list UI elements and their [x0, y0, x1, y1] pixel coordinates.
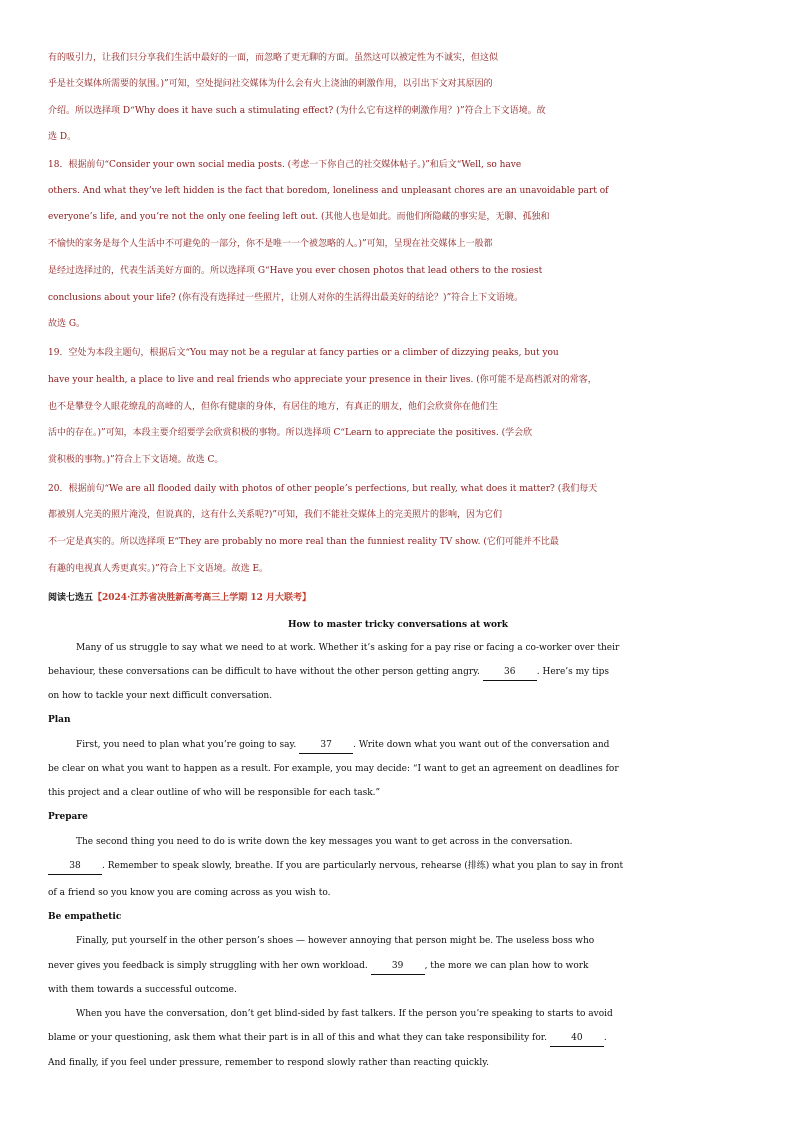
answer-line: 也不是攀登令人眼花缭乱的高峰的人，但你有健康的身体，有居住的地方，有真正的朋友，他们会欣赏你在他们生 [48, 402, 499, 412]
passage-text: . [603, 1033, 607, 1043]
blank-36[interactable]: 36 [483, 664, 537, 681]
answer-line: conclusions about your life? (你有没有选择过一些照片，让别人对你的生活得出最美好的结论？)”符合上下文语境。 [48, 293, 524, 303]
passage-text: . Write down what you want out of the conversation and [353, 740, 610, 750]
answer-line: 不一定是真实的。所以选择项 E“They are probably no more real than the funniest reality TV show. (它们可能并不比最 [48, 537, 559, 547]
answer-line: have your health, a place to live and real friends who appreciate your presence in their lives. (你可能不是高档派对的常客， [48, 375, 597, 385]
passage-text: , the more we can plan how to work [424, 961, 589, 971]
passage-line: Many of us struggle to say what we need to at work. Whether it’s asking for a pay rise or facing a co-worker over their [76, 643, 620, 653]
passage-line: of a friend so you know you are coming across as you wish to. [48, 888, 331, 898]
answer-line: 介绍。所以选择项 D“Why does it have such a stimulating effect? (为什么它有这样的刺激作用？)”符合上下文语境。故 [48, 106, 546, 116]
answer-line: 有趣的电视真人秀更真实。)”符合上下文语境。故选 E。 [48, 564, 269, 574]
heading-prepare: Prepare [48, 812, 88, 822]
answer-line: 故选 G。 [48, 319, 86, 329]
blank-40[interactable]: 40 [550, 1030, 604, 1047]
passage-line: Finally, put yourself in the other person’s shoes — however annoying that person might be. The useless boss who [76, 936, 595, 946]
passage-line [48, 1030, 748, 1047]
passage-line: be clear on what you want to happen as a result. For example, you may decide: “I want to get an agreement on deadlines for [48, 764, 619, 774]
passage-text: . Remember to speak slowly, breathe. If you are particularly nervous, rehearse (排练) what you plan to say in front [102, 861, 624, 871]
heading-be-empathetic: Be empathetic [48, 912, 122, 922]
passage-line: When you have the conversation, don’t get blind-sided by fast talkers. If the person you’re speaking to starts to avoid [76, 1009, 613, 1019]
section-source: 【2024·江苏省决胜新高考高三上学期 12 月大联考】 [93, 593, 311, 603]
answer-line: 活中的存在。)”可知，本段主要介绍要学会欣赏积极的事物。所以选择项 C“Learn to appreciate the positives. (学会欣 [48, 428, 533, 438]
passage-line: this project and a clear outline of who will be responsible for each task.” [48, 788, 381, 798]
section-header [48, 590, 748, 606]
answer-line: 18．根据前句“Consider your own social media posts. (考虑一下你自己的社交媒体帖子。)”和后文“Well, so have [48, 160, 522, 170]
answer-line: 是经过选择过的，代表生活美好方面的。所以选择项 G“Have you ever chosen photos that lead others to the rosiest [48, 266, 543, 276]
passage-text: blame or your questioning, ask them what their part is in all of this and what they can take responsibility for. [48, 1033, 547, 1043]
answer-line: 赏积极的事物。)”符合上下文语境。故选 C。 [48, 455, 224, 465]
passage-text: never gives you feedback is simply struggling with her own workload. [48, 961, 368, 971]
answer-line: everyone’s life, and you’re not the only one feeling left out. (其他人也是如此。而他们所隐藏的事实是，无聊、孤独和 [48, 212, 550, 222]
passage-line [48, 958, 748, 975]
heading-plan: Plan [48, 715, 71, 725]
answer-line: 19．空处为本段主题句，根据后文“You may not be a regular at fancy parties or a climber of dizzying peaks, but you [48, 348, 559, 358]
answer-line: 有的吸引力，让我们只分享我们生活中最好的一面，而忽略了更无聊的方面。虽然这可以被定性为不诚实，但这似 [48, 53, 499, 63]
passage-line: with them towards a successful outcome. [48, 985, 237, 995]
passage-text: behaviour, these conversations can be difficult to have without the other person getting angry. [48, 667, 480, 677]
answer-line: others. And what they’ve left hidden is the fact that boredom, loneliness and unpleasant chores are an unavoidable part of [48, 186, 609, 196]
answer-line: 20．根据前句“We are all flooded daily with photos of other people’s perfections, but really, what does it matter? (我们每天 [48, 484, 598, 494]
passage-line [48, 858, 748, 875]
passage-line [76, 737, 776, 754]
blank-38[interactable]: 38 [48, 858, 102, 875]
answer-line: 不愉快的家务是每个人生活中不可避免的一部分，你不是唯一一个被忽略的人。)”可知，呈现在社交媒体上一般都 [48, 239, 493, 249]
answer-line: 都被别人完美的照片淹没，但说真的，这有什么关系呢?)”可知，我们不能社交媒体上的完美照片的影响，因为它们 [48, 510, 502, 520]
passage-line: on how to tackle your next difficult conversation. [48, 691, 273, 701]
blank-39[interactable]: 39 [371, 958, 425, 975]
blank-37[interactable]: 37 [299, 737, 353, 754]
answer-line: 乎是社交媒体所需要的氛围。)”可知，空处提问社交媒体为什么会有火上浇油的刺激作用，以引出下文对其原因的 [48, 79, 493, 89]
answer-line: 选 D。 [48, 132, 77, 142]
passage-title: How to master tricky conversations at work [287, 620, 509, 630]
passage-line: The second thing you need to do is write down the key messages you want to get across in the conversation. [76, 837, 573, 847]
passage-line: And finally, if you feel under pressure, remember to respond slowly rather than reacting quickly. [48, 1058, 489, 1068]
passage-text: First, you need to plan what you’re going to say. [76, 740, 297, 750]
passage-text: . Here’s my tips [536, 667, 609, 677]
passage-line [48, 664, 748, 681]
section-label: 阅读七选五 [48, 593, 94, 603]
